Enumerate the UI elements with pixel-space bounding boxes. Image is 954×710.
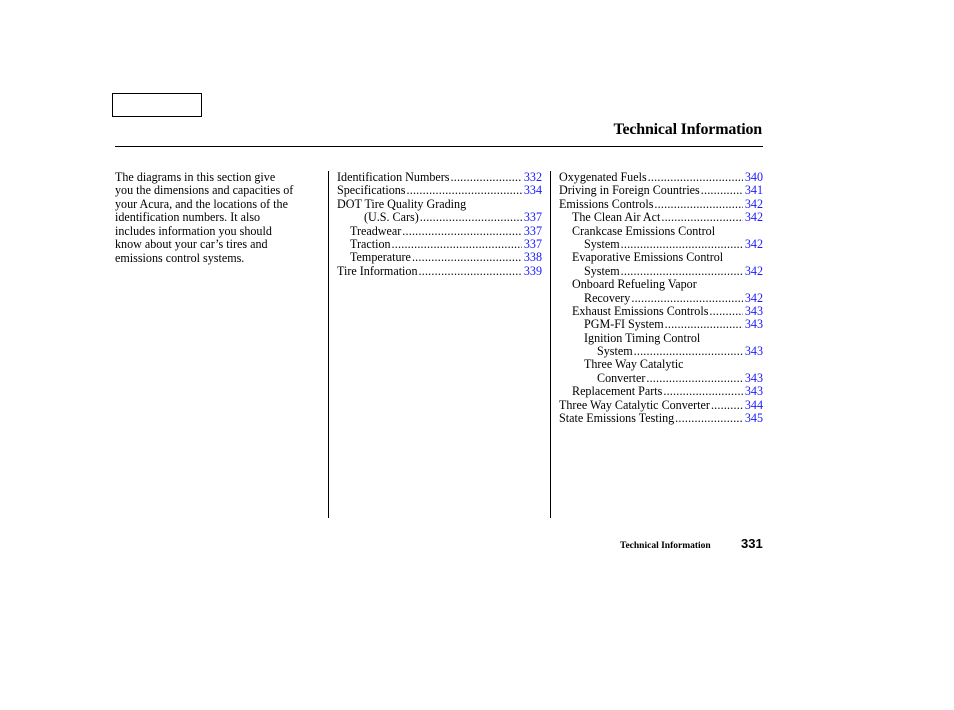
toc-page-link[interactable]: 334: [523, 183, 542, 198]
dot-leader: [631, 292, 743, 305]
toc-page-link[interactable]: 343: [744, 384, 763, 399]
toc-entry[interactable]: [559, 238, 763, 251]
dot-leader: [711, 399, 743, 412]
toc-entry-label: Exhaust Emissions Controls: [572, 303, 709, 318]
toc-entry[interactable]: [559, 305, 763, 318]
toc-page-link[interactable]: 342: [744, 290, 763, 305]
dot-leader: [654, 198, 742, 211]
toc-heading: Crankcase Emissions Control: [572, 223, 716, 238]
intro-line: The diagrams in this section give: [115, 170, 276, 184]
toc-entry[interactable]: [559, 292, 763, 305]
toc-page-link[interactable]: 337: [523, 210, 542, 225]
toc-heading: Ignition Timing Control: [584, 330, 701, 345]
toc-page-link[interactable]: 337: [523, 223, 542, 238]
page-title: Technical Information: [613, 121, 762, 138]
toc-heading: Onboard Refueling Vapor: [572, 277, 697, 292]
dot-leader: [709, 305, 742, 318]
toc-entry[interactable]: [559, 345, 763, 358]
toc-entry-label: Driving in Foreign Countries: [559, 183, 700, 198]
toc-entry[interactable]: [559, 265, 763, 278]
toc-entry[interactable]: [337, 184, 542, 197]
toc-entry-label: The Clean Air Act: [572, 210, 661, 225]
toc-entry-label: Converter: [597, 370, 646, 385]
toc-entry[interactable]: [559, 184, 763, 197]
intro-line: your Acura, and the locations of the: [115, 196, 288, 211]
footer-section-label: Technical Information: [620, 541, 711, 551]
empty-label-box: [112, 93, 202, 117]
dot-leader: [621, 265, 743, 278]
toc-page-link[interactable]: 344: [744, 397, 763, 412]
toc-page-link[interactable]: 342: [744, 210, 763, 225]
column-divider: [328, 171, 329, 518]
toc-column-left: [337, 171, 542, 278]
toc-entry-label: Oxygenated Fuels: [559, 170, 647, 184]
toc-entry[interactable]: [559, 198, 763, 211]
column-divider: [550, 171, 551, 518]
intro-line: you the dimensions and capacities of: [115, 183, 294, 198]
toc-entry-label: Tire Information: [337, 263, 418, 278]
intro-line: know about your car’s tires and: [115, 237, 268, 252]
toc-entry-label: Three Way Catalytic Converter: [559, 397, 710, 412]
toc-entry[interactable]: [559, 318, 763, 331]
toc-entry[interactable]: [559, 211, 763, 224]
toc-entry-label: System: [597, 344, 633, 359]
toc-entry[interactable]: [337, 211, 542, 224]
dot-leader: [392, 238, 522, 251]
dot-leader: [419, 265, 522, 278]
toc-entry-label: Temperature: [350, 250, 411, 265]
dot-leader: [646, 372, 743, 385]
toc-page-link[interactable]: 343: [744, 370, 763, 385]
toc-entry-label: Treadwear: [350, 223, 402, 238]
dot-leader: [665, 318, 743, 331]
toc-entry-label: State Emissions Testing: [559, 411, 675, 426]
dot-leader: [701, 184, 743, 197]
toc-entry[interactable]: [337, 238, 542, 251]
toc-heading: DOT Tire Quality Grading: [337, 196, 467, 211]
toc-entry[interactable]: [559, 399, 763, 412]
toc-entry[interactable]: [559, 171, 763, 184]
intro-line: identification numbers. It also: [115, 210, 261, 225]
dot-leader: [420, 211, 522, 224]
dot-leader: [675, 412, 743, 425]
toc-page-link[interactable]: 342: [744, 236, 763, 251]
dot-leader: [412, 251, 522, 264]
toc-entry[interactable]: [559, 372, 763, 385]
toc-entry-label: PGM-FI System: [584, 317, 664, 332]
toc-page-link[interactable]: 345: [744, 411, 763, 426]
toc-page-link[interactable]: 343: [744, 303, 763, 318]
toc-entry[interactable]: [559, 385, 763, 398]
dot-leader: [661, 211, 743, 224]
dot-leader: [451, 171, 522, 184]
dot-leader: [407, 184, 522, 197]
toc-entry[interactable]: [337, 265, 542, 278]
toc-page-link[interactable]: 342: [744, 196, 763, 211]
footer-page-number: 331: [741, 536, 763, 551]
toc-entry[interactable]: [337, 225, 542, 238]
dot-leader: [402, 225, 522, 238]
toc-heading: Evaporative Emissions Control: [572, 250, 724, 265]
intro-paragraph: [115, 171, 320, 265]
toc-entry-label: Specifications: [337, 183, 406, 198]
toc-page-link[interactable]: 338: [523, 250, 542, 265]
toc-entry-label: Replacement Parts: [572, 384, 663, 399]
toc-page-link[interactable]: 340: [744, 170, 763, 184]
toc-heading: Three Way Catalytic: [584, 357, 684, 372]
toc-entry-label: System: [584, 263, 620, 278]
toc-entry[interactable]: [337, 171, 542, 184]
toc-entry-label: (U.S. Cars): [364, 210, 419, 225]
toc-column-right: [559, 171, 763, 425]
toc-entry-label: System: [584, 236, 620, 251]
toc-entry-label: Identification Numbers: [337, 170, 450, 184]
dot-leader: [634, 345, 743, 358]
dot-leader: [621, 238, 743, 251]
intro-line: emissions control systems.: [115, 250, 245, 265]
toc-page-link[interactable]: 342: [744, 263, 763, 278]
title-rule: [115, 146, 763, 147]
toc-page-link[interactable]: 343: [744, 344, 763, 359]
dot-leader: [648, 171, 743, 184]
toc-entry-label: Recovery: [584, 290, 631, 305]
toc-entry[interactable]: [337, 251, 542, 264]
toc-entry[interactable]: [559, 412, 763, 425]
toc-page-link[interactable]: 339: [523, 263, 542, 278]
intro-line: includes information you should: [115, 223, 272, 238]
dot-leader: [663, 385, 743, 398]
toc-page-link[interactable]: 341: [744, 183, 763, 198]
toc-entry-label: Emissions Controls: [559, 196, 654, 211]
toc-page-link[interactable]: 343: [744, 317, 763, 332]
toc-page-link[interactable]: 337: [523, 236, 542, 251]
toc-entry-label: Traction: [350, 236, 391, 251]
toc-page-link[interactable]: 332: [523, 170, 542, 184]
